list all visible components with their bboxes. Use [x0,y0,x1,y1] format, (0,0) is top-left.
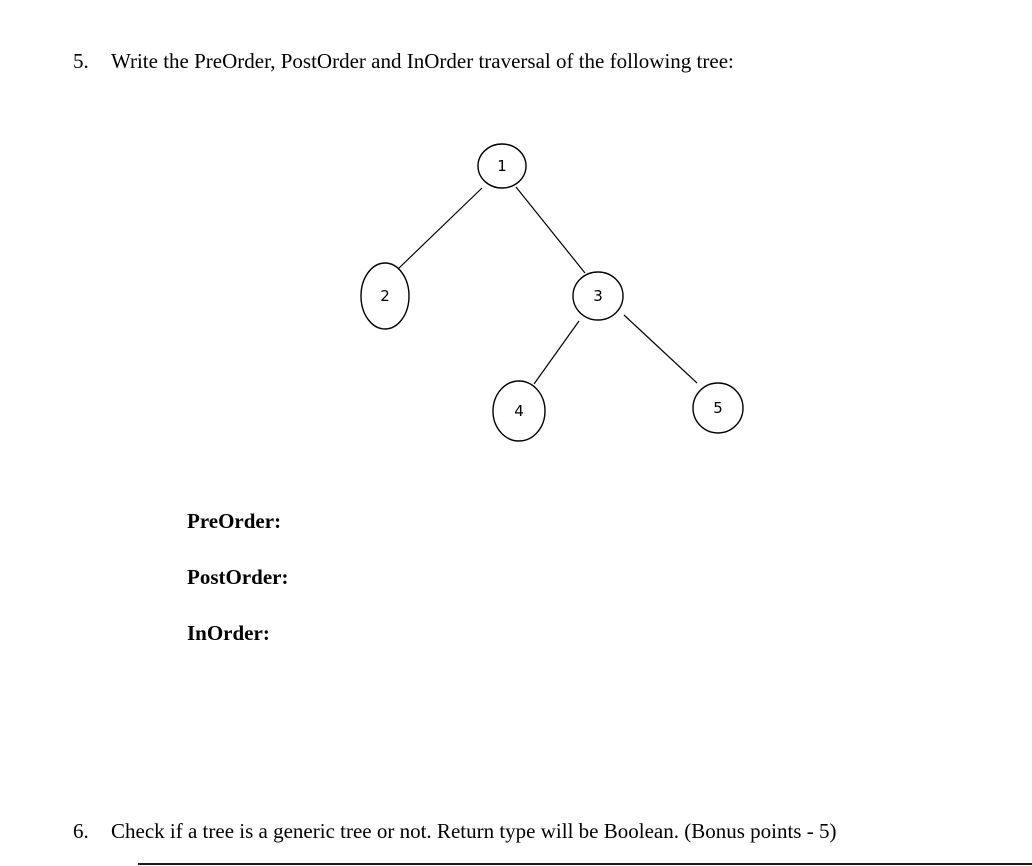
question-text: Check if a tree is a generic tree or not. Return type will be Boolean. (Bonus points - 5) [111,819,837,843]
question-text: Write the PreOrder, PostOrder and InOrder traversal of the following tree: [111,49,734,73]
tree-edges [398,187,697,384]
footer-rule [138,863,1032,865]
preorder-label: PreOrder: [187,509,282,533]
tree-node-5 [693,383,743,433]
tree-node-label: 5 [713,399,723,417]
tree-edge-3-4 [534,321,579,384]
tree-node-label: 1 [497,157,507,175]
tree-node-1 [478,144,526,188]
tree-edge-1-3 [516,187,585,273]
question-number: 5. [73,49,89,73]
tree-edge-1-2 [398,188,482,269]
tree-nodes [361,144,743,441]
postorder-label: PostOrder: [187,565,289,589]
question-number: 6. [73,819,89,843]
tree-node-label: 4 [514,402,524,420]
tree-node-3 [573,272,623,320]
tree-edge-3-5 [624,315,697,383]
inorder-label: InOrder: [187,621,270,645]
tree-node-2 [361,263,409,329]
tree-node-label: 2 [380,287,390,305]
tree-node-label: 3 [593,287,603,305]
tree-node-4 [493,381,545,441]
